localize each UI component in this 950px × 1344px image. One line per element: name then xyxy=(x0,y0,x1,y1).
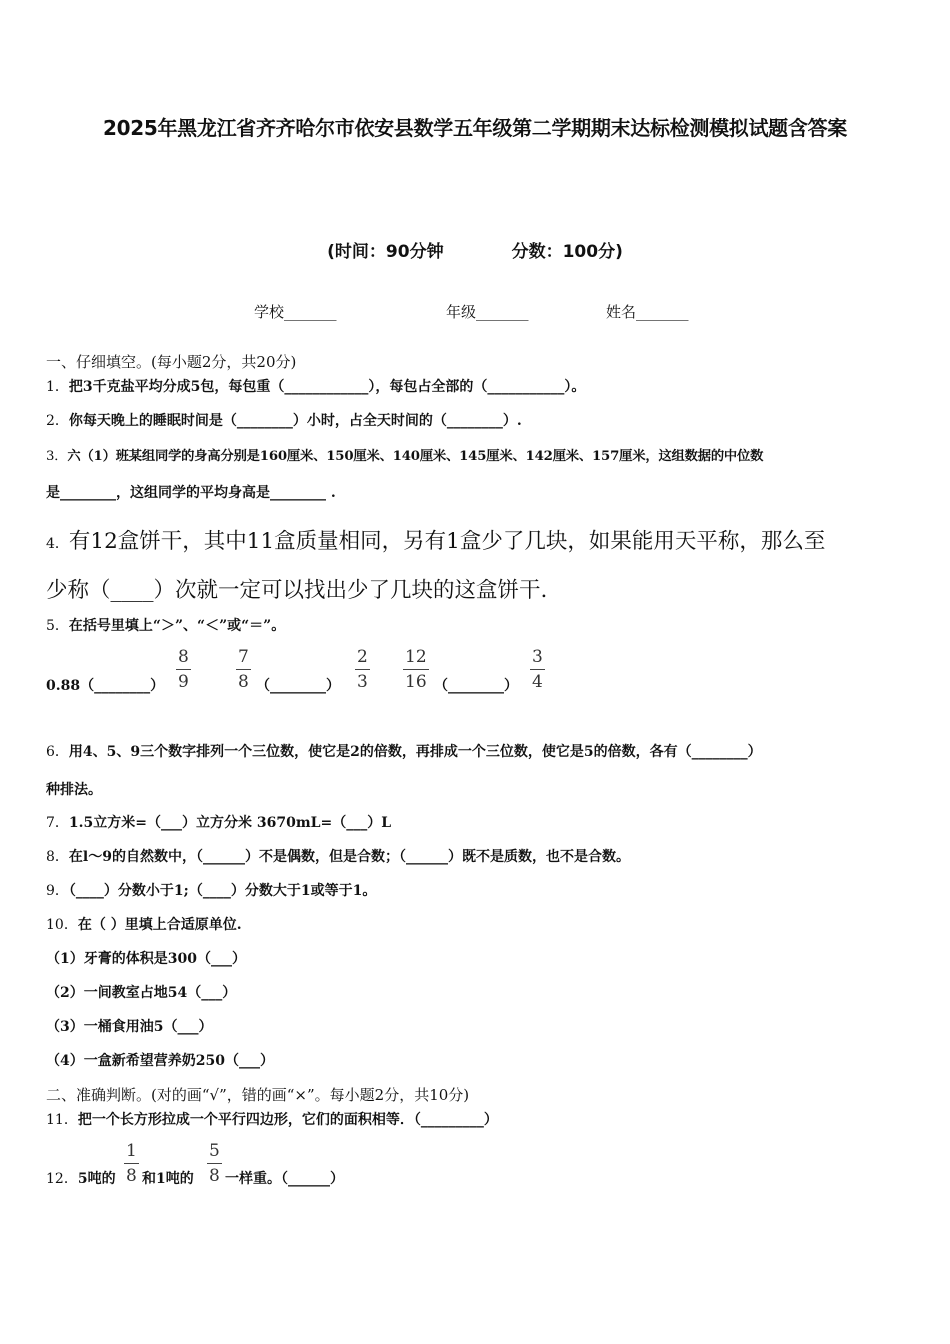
question-10 xyxy=(46,914,242,934)
question-text: （____）分数小于1;（____）分数大于1或等于1。 xyxy=(68,883,377,899)
question-number: 4． xyxy=(46,536,69,552)
numerator: 2 xyxy=(355,649,370,670)
question-11 xyxy=(46,1109,498,1129)
question-10-item-2: （2）一间教室占地54（___） xyxy=(46,985,237,1001)
question-number: 12． xyxy=(46,1171,78,1187)
question-number: 11． xyxy=(46,1112,78,1128)
fraction-7-8 xyxy=(236,649,251,691)
question-2 xyxy=(46,410,522,430)
question-number: 7． xyxy=(46,815,69,831)
time-label: (时间：90分钟 xyxy=(327,242,444,262)
question-9 xyxy=(46,880,376,900)
question-number: 2． xyxy=(46,413,69,429)
numerator: 3 xyxy=(530,649,545,670)
numerator: 12 xyxy=(403,649,429,670)
question-text: 把3千克盐平均分成5包，每包重（____________），每包占全部的（___________）。 xyxy=(68,379,586,395)
section-heading-fill-blank: 一、仔细填空。(每小题2分，共20分) xyxy=(46,353,297,371)
fraction-12-16 xyxy=(403,649,429,691)
question-8 xyxy=(46,846,630,866)
question-number: 9． xyxy=(46,883,69,899)
numerator: 5 xyxy=(207,1143,222,1164)
question-text: 在括号里填上“＞”、“＜”或“＝”。 xyxy=(68,618,286,634)
question-6-continued: 种排法。 xyxy=(46,782,102,798)
question-3-continued: 是________，这组同学的平均身高是________ . xyxy=(46,485,336,501)
question-5 xyxy=(46,615,285,635)
question-text: 六（1）班某组同学的身高分别是160厘米、150厘米、140厘米、145厘米、142厘米、157厘米，这组数据的中位数 xyxy=(67,449,764,464)
question-number: 8． xyxy=(46,849,69,865)
compare-a: 0.88（________） xyxy=(46,678,165,694)
denominator: 16 xyxy=(405,672,427,692)
question-number: 6． xyxy=(46,744,69,760)
question-3 xyxy=(46,445,763,464)
school-field: 学校_______ xyxy=(254,303,337,321)
fraction-8-9 xyxy=(176,649,191,691)
compare-c: （________） xyxy=(434,678,518,694)
document-title: 2025年黑龙江省齐齐哈尔市依安县数学五年级第二学期期末达标检测模拟试题含答案 xyxy=(103,116,847,140)
question-1 xyxy=(46,376,585,396)
denominator: 4 xyxy=(532,672,543,692)
question-number: 1． xyxy=(46,379,69,395)
section-heading-true-false: 二、准确判断。(对的画“√”，错的画“×”。每小题2分，共10分) xyxy=(46,1086,470,1104)
question-10-item-4: （4）一盒新希望营养奶250（___） xyxy=(46,1053,274,1069)
question-number: 3． xyxy=(46,449,68,464)
question-6 xyxy=(46,741,762,761)
question-7 xyxy=(46,812,391,832)
question-4-continued: 少称（____）次就一定可以找出少了几块的这盒饼干. xyxy=(46,578,548,603)
question-text-part1: 5吨的 xyxy=(77,1171,116,1187)
denominator: 8 xyxy=(126,1166,137,1186)
question-number: 5． xyxy=(46,618,69,634)
score-label: 分数：100分) xyxy=(511,242,623,262)
question-12 xyxy=(46,1168,116,1188)
question-12-part3: 一样重。（______） xyxy=(225,1171,344,1187)
question-number: 10． xyxy=(46,917,78,933)
question-text: 1.5立方米=（___）立方分米 3670mL=（___）L xyxy=(68,815,392,831)
exam-meta xyxy=(0,237,950,262)
denominator: 8 xyxy=(209,1166,220,1186)
question-text: 有12盒饼干，其中11盒质量相同，另有1盒少了几块，如果能用天平称，那么至 xyxy=(68,529,826,554)
fraction-5-8 xyxy=(207,1143,222,1185)
question-text: 你每天晚上的睡眠时间是（________）小时，占全天时间的（________）. xyxy=(68,413,522,429)
denominator: 3 xyxy=(357,672,368,692)
question-10-item-1: （1）牙膏的体积是300（___） xyxy=(46,951,246,967)
question-text: 在l～9的自然数中，（______）不是偶数，但是合数；（______）既不是质数，也不是合数。 xyxy=(68,849,630,865)
fraction-3-4 xyxy=(530,649,545,691)
question-text: 把一个长方形拉成一个平行四边形，它们的面积相等．（_________） xyxy=(77,1112,498,1128)
fraction-1-8 xyxy=(124,1143,139,1185)
denominator: 9 xyxy=(178,672,189,692)
question-10-item-3: （3）一桶食用油5（___） xyxy=(46,1019,213,1035)
numerator: 1 xyxy=(124,1143,139,1164)
grade-field: 年级_______ xyxy=(446,303,529,321)
question-12-part2: 和1吨的 xyxy=(142,1171,194,1187)
fraction-2-3 xyxy=(355,649,370,691)
compare-b: （________） xyxy=(256,678,340,694)
name-field: 姓名_______ xyxy=(606,303,689,321)
question-4 xyxy=(46,524,825,555)
question-text: 用4、5、9三个数字排列一个三位数，使它是2的倍数，再排成一个三位数，使它是5的倍数，各有（________） xyxy=(68,744,762,760)
numerator: 8 xyxy=(176,649,191,670)
numerator: 7 xyxy=(236,649,251,670)
denominator: 8 xyxy=(238,672,249,692)
question-text: 在（ ）里填上合适原单位. xyxy=(77,917,242,933)
